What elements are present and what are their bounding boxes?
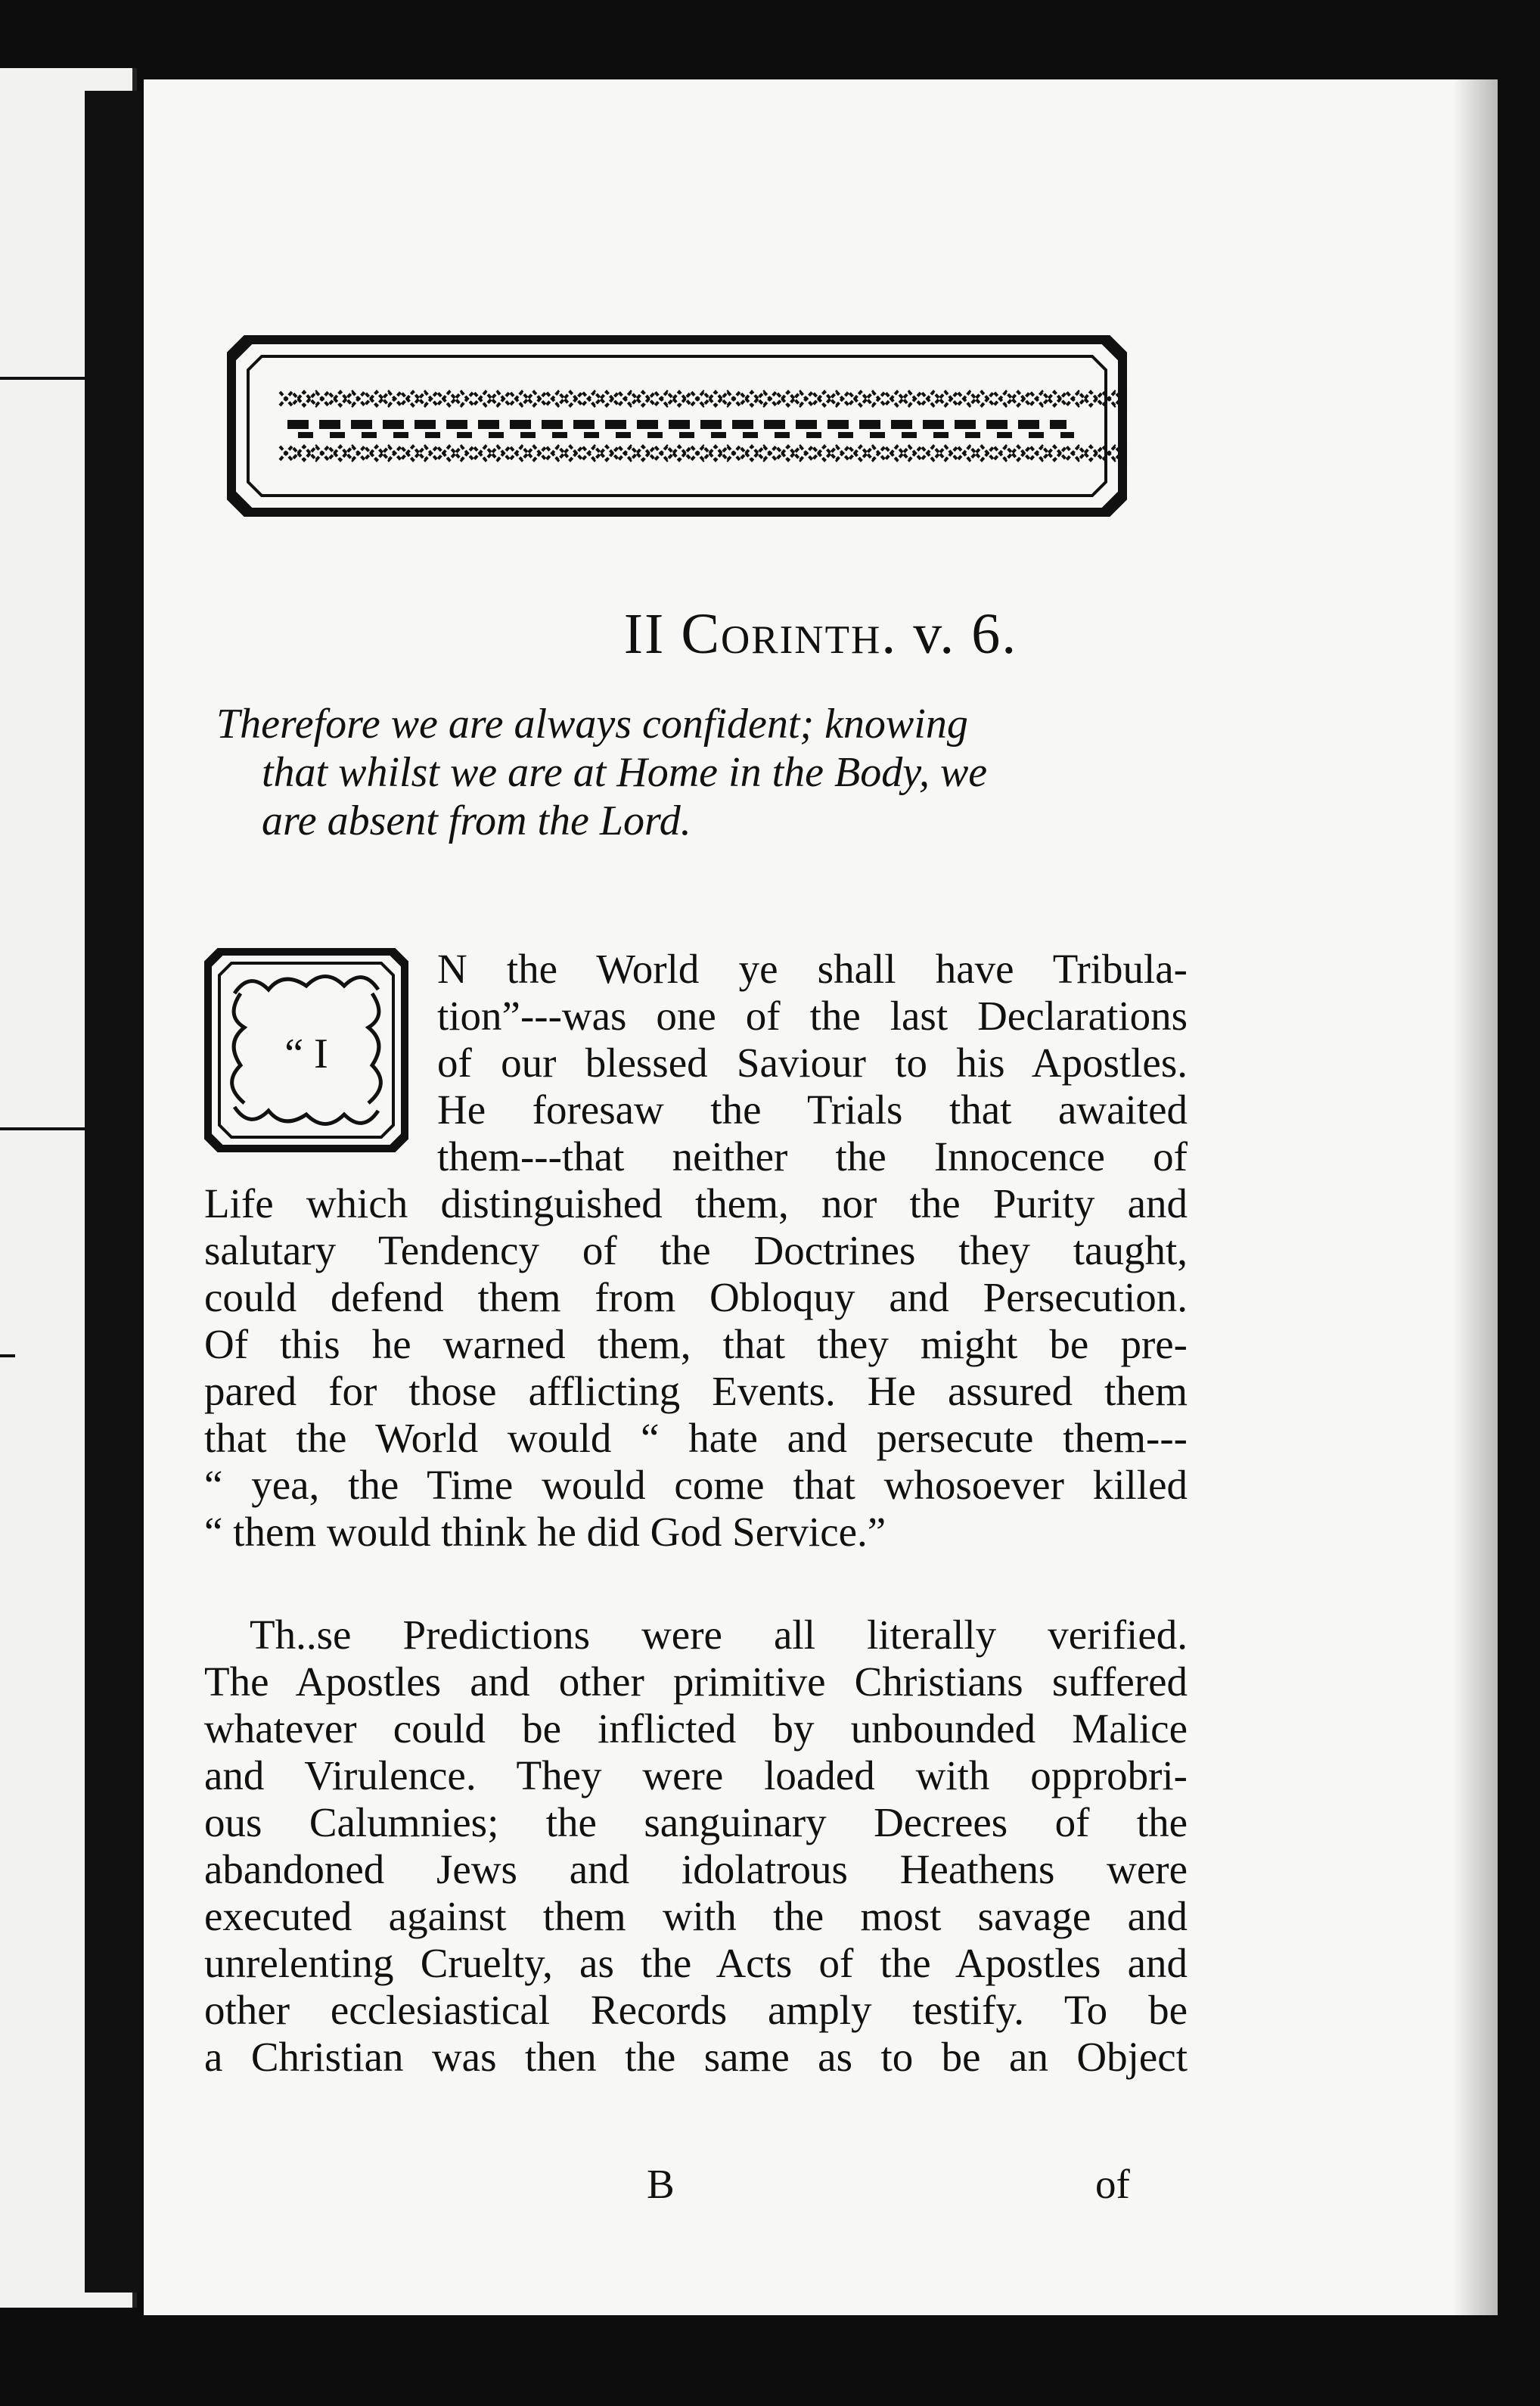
heading-verse: v. 6. xyxy=(913,602,1018,666)
body-line: of our blessed Saviour to his Apostles. xyxy=(437,1040,1188,1086)
epigraph xyxy=(216,700,1184,845)
body-line: tion”---was one of the last Declarations xyxy=(437,993,1188,1039)
body-line: executed against them with the most savage and xyxy=(204,1893,1188,1939)
page-edge-shadow xyxy=(1452,79,1498,2315)
prev-page-rule xyxy=(0,1127,98,1130)
body-line: He foresaw the Trials that awaited xyxy=(437,1086,1188,1133)
body-line: The Apostles and other primitive Christians suffered xyxy=(204,1658,1188,1705)
body-line: Th..se Predictions were all literally verified. xyxy=(250,1612,1188,1658)
book-page xyxy=(144,79,1498,2315)
body-line: salutary Tendency of the Doctrines they taught, xyxy=(204,1227,1188,1273)
signature-mark: B xyxy=(647,2161,675,2207)
epigraph-line: are absent from the Lord. xyxy=(262,797,691,844)
body-line: “ them would think he did God Service.” xyxy=(204,1509,886,1555)
epigraph-line: that whilst we are at Home in the Body, we xyxy=(262,749,988,796)
prev-page-rule xyxy=(0,377,98,380)
body-line: unrelenting Cruelty, as the Acts of the Apostles and xyxy=(204,1940,1188,1986)
heading-book: Corinth. xyxy=(681,602,898,666)
body-line: “ yea, the Time would come that whosoever killed xyxy=(204,1462,1188,1508)
body-line: them---that neither the Innocence of xyxy=(437,1133,1188,1180)
body-line: whatever could be inflicted by unbounded Malice xyxy=(204,1705,1188,1752)
heading-numeral: II xyxy=(623,602,666,666)
body-line: ous Calumnies; the sanguinary Decrees of the xyxy=(204,1799,1188,1845)
chapter-heading xyxy=(144,602,1498,667)
body-line: Life which distinguished them, nor the Purity and xyxy=(204,1180,1188,1226)
ornamental-headpiece xyxy=(227,335,1127,517)
body-line: that the World would “ hate and persecute them--- xyxy=(204,1415,1188,1461)
body-line: a Christian was then the same as to be an Object xyxy=(204,2034,1188,2080)
body-line: and Virulence. They were loaded with opprobri- xyxy=(204,1752,1188,1798)
body-line: Of this he warned them, that they might be pre- xyxy=(204,1321,1188,1367)
body-line: abandoned Jews and idolatrous Heathens were xyxy=(204,1846,1188,1892)
initial-letter: “ I xyxy=(284,1030,328,1077)
catchword: of xyxy=(1095,2161,1130,2207)
decorated-initial xyxy=(204,948,408,1152)
body-line: other ecclesiastical Records amply testify. To be xyxy=(204,1987,1188,2033)
body-line: pared for those afflicting Events. He assured them xyxy=(204,1368,1188,1414)
prev-page-rule xyxy=(0,1354,15,1357)
body-line: N the World ye shall have Tribula- xyxy=(437,946,1188,992)
epigraph-line: Therefore we are always confident; knowing xyxy=(216,701,968,748)
body-line: could defend them from Obloquy and Persecution. xyxy=(204,1274,1188,1320)
book-gutter xyxy=(85,91,141,2293)
